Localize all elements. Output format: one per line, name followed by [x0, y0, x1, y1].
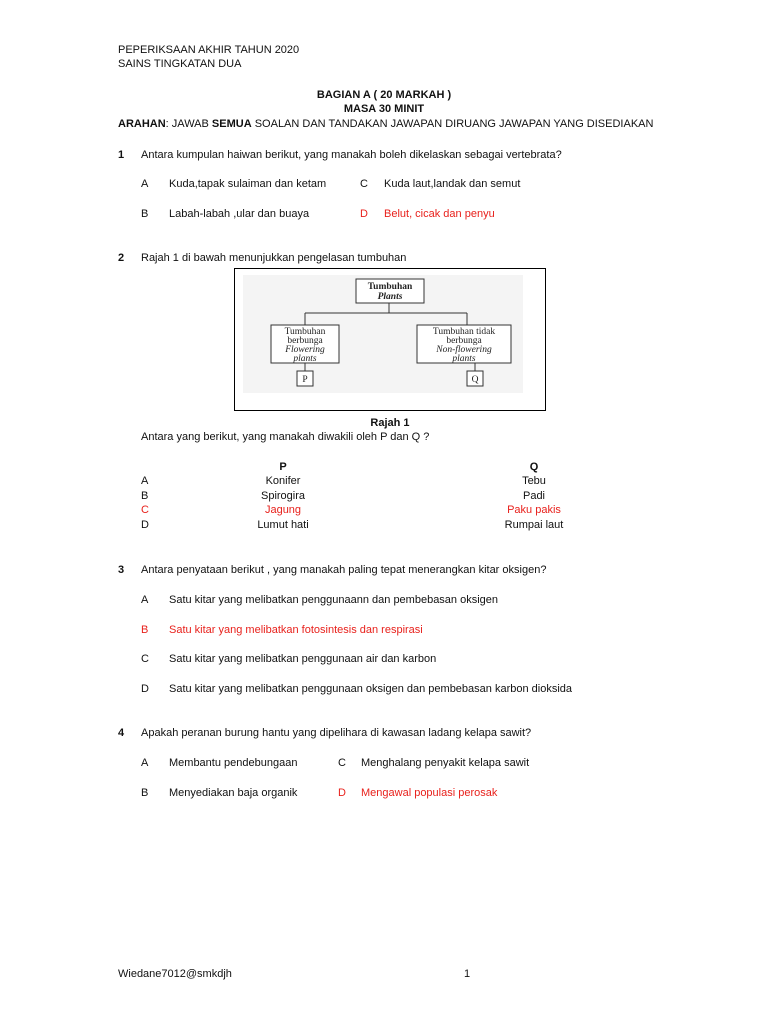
node-non-flowering-label-1: Tumbuhan tidak [432, 327, 496, 337]
section-title: BAGIAN A ( 20 MARKAH ) [316, 89, 452, 101]
node-flowering-label-3: Flowering [285, 345, 325, 355]
exam-title: PEPERIKSAAN AKHIR TAHUN 2020 [118, 44, 300, 56]
node-q-label: Q [471, 375, 479, 385]
section-time: MASA 30 MINIT [343, 103, 425, 115]
node-non-flowering-label-2: berbunga [446, 336, 482, 346]
q3-option-a: Satu kitar yang melibatkan penggunaann dan pembebasan oksigen [169, 594, 499, 606]
q2-row-p-answer: Jagung [264, 504, 302, 516]
instructions-label: ARAHAN [118, 118, 166, 130]
q4-option-c: Menghalang penyakit kelapa sawit [361, 757, 530, 769]
node-p-label: P [302, 375, 308, 385]
q2-row-p: Lumut hati [257, 519, 309, 531]
q4-option-c-letter: C [338, 757, 346, 769]
classification-diagram [234, 268, 546, 411]
classification-tree [235, 269, 545, 410]
page-number: 1 [464, 968, 471, 980]
q4-option-b-letter: B [141, 787, 149, 799]
q2-row-letter-answer: C [141, 504, 149, 516]
q1-text: Antara kumpulan haiwan berikut, yang manakah boleh dikelaskan sebagai vertebrata? [141, 149, 562, 161]
node-non-flowering-label-4: plants [452, 354, 476, 364]
q2-row-letter: B [141, 490, 149, 502]
q1-option-d-answer: Belut, cicak dan penyu [384, 208, 495, 220]
node-plants-label-en: Plants [377, 292, 403, 302]
instructions-text-2: SOALAN DAN TANDAKAN JAWAPAN DIRUANG JAWAPAN YANG DISEDIAKAN [251, 118, 654, 130]
node-flowering-label-1: Tumbuhan [284, 327, 326, 337]
q3-option-a-letter: A [141, 594, 149, 606]
q1-option-d-letter: D [360, 208, 368, 220]
q4-option-a: Membantu pendebungaan [169, 757, 298, 769]
q1-option-a-letter: A [141, 178, 149, 190]
instructions-emphasis: SEMUA [211, 118, 252, 130]
node-plants-label: Tumbuhan [367, 282, 413, 292]
q2-row-q: Rumpai laut [504, 519, 564, 531]
q3-option-c: Satu kitar yang melibatkan penggunaan air dan karbon [169, 653, 437, 665]
q3-number: 3 [118, 564, 125, 576]
node-flowering-label-2: berbunga [287, 336, 323, 346]
q4-option-a-letter: A [141, 757, 149, 769]
q4-option-d-letter: D [338, 787, 346, 799]
q2-number: 2 [118, 252, 125, 264]
q2-text: Rajah 1 di bawah menunjukkan pengelasan tumbuhan [141, 252, 407, 264]
column-header-q: Q [529, 461, 539, 473]
node-non-flowering-label-3: Non-flowering [436, 345, 492, 355]
column-header-p: P [279, 461, 287, 473]
q2-row-p: Spirogira [260, 490, 306, 502]
q3-option-c-letter: C [141, 653, 149, 665]
q2-row-letter: A [141, 475, 149, 487]
diagram-caption: Rajah 1 [370, 417, 410, 429]
instructions-text-1: : JAWAB [165, 118, 212, 130]
q2-row-q-answer: Paku pakis [507, 504, 561, 516]
q2-row-q: Padi [522, 490, 546, 502]
q1-option-b-letter: B [141, 208, 149, 220]
q1-option-c-letter: C [360, 178, 368, 190]
section-instructions [118, 118, 653, 130]
q1-number: 1 [118, 149, 125, 161]
q2-row-p: Konifer [265, 475, 301, 487]
q1-option-b: Labah-labah ,ular dan buaya [169, 208, 310, 220]
q3-option-b-letter: B [141, 624, 149, 636]
q2-row-letter: D [141, 519, 149, 531]
q3-option-d: Satu kitar yang melibatkan penggunaan oksigen dan pembebasan karbon dioksida [169, 683, 573, 695]
q2-prompt: Antara yang berikut, yang manakah diwakili oleh P dan Q ? [141, 431, 430, 443]
exam-subject: SAINS TINGKATAN DUA [118, 58, 242, 70]
q4-option-b: Menyediakan baja organik [169, 787, 298, 799]
q3-text: Antara penyataan berikut , yang manakah paling tepat menerangkan kitar oksigen? [141, 564, 547, 576]
q1-option-c: Kuda laut,landak dan semut [384, 178, 521, 190]
q4-number: 4 [118, 727, 125, 739]
q4-text: Apakah peranan burung hantu yang dipelihara di kawasan ladang kelapa sawit? [141, 727, 532, 739]
q3-option-b-answer: Satu kitar yang melibatkan fotosintesis dan respirasi [169, 624, 423, 636]
q4-option-d-answer: Mengawal populasi perosak [361, 787, 498, 799]
q3-option-d-letter: D [141, 683, 149, 695]
footer-author: Wiedane7012@smkdjh [118, 968, 232, 980]
q2-row-q: Tebu [522, 475, 546, 487]
node-flowering-label-4: plants [293, 354, 317, 364]
q1-option-a: Kuda,tapak sulaiman dan ketam [169, 178, 327, 190]
